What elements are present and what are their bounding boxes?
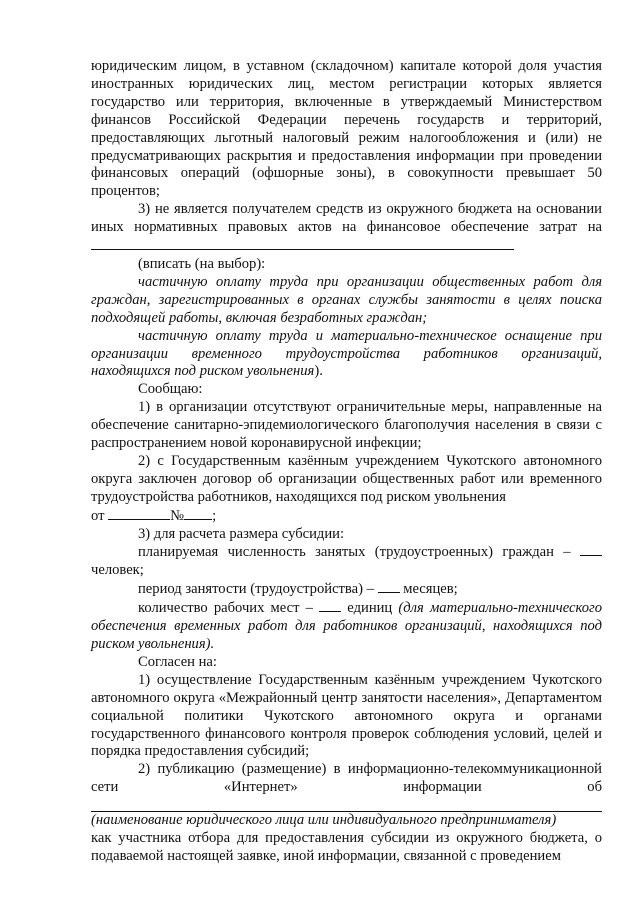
contract-date-blank[interactable] bbox=[108, 507, 170, 520]
agree-item-2: 2) публикацию (размещение) в информационно-телекоммуникационной сети «Интернет» информации об bbox=[91, 761, 602, 796]
planned-count-line bbox=[91, 543, 602, 562]
applicant-name-caption: (наименование юридического лица или индивидуального предпринимателя) bbox=[91, 812, 557, 829]
agree-item-1: 1) осуществление Государственным казённым учреждением Чукотского автономного округа «Межрайонный центр занятости населения», Департаментом социальной политики Чукотского автономного округа и органами государственного финансового контроля проверок соблюдения условий, целей и порядка предоставления субсидий; bbox=[91, 671, 602, 760]
inform-heading: Сообщаю: bbox=[138, 381, 203, 398]
workplaces-label: количество рабочих мест – bbox=[138, 600, 313, 617]
workplaces-note: (для материально-технического обеспечения временных работ для работников организаций, находящихся под риском увольнения). bbox=[91, 600, 603, 652]
months-unit: месяцев; bbox=[403, 581, 458, 598]
inform-item-1: 1) в организации отсутствуют ограничительные меры, направленные на обеспечение санитарно-эпидемиологического благополучия населения в связи с распространением новой коронавирусной инфекции; bbox=[91, 399, 602, 452]
agree-heading: Согласен на: bbox=[138, 653, 217, 670]
contract-end: ; bbox=[212, 507, 217, 524]
people-unit: человек; bbox=[91, 562, 144, 579]
inform-item-3: 3) для расчета размера субсидии: bbox=[138, 525, 345, 542]
option-2-paragraph bbox=[91, 328, 602, 382]
option-2-text: частичную оплату труда и материально-техническое оснащение при организации временного трудоустройства работников организаций, находящихся под риском увольнения bbox=[91, 327, 602, 380]
hint-paragraph bbox=[91, 256, 602, 274]
expense-blank-line[interactable] bbox=[91, 237, 514, 250]
units-label: единиц bbox=[347, 600, 393, 617]
option-1-paragraph: частичную оплату труда при организации общественных работ для граждан, зарегистрированных в органах службы занятости в целях поиска подходящей работы, включая безработных граждан; bbox=[91, 273, 602, 326]
document-page bbox=[91, 58, 602, 866]
planned-count-label: планируемая численность занятых (трудоустроенных) граждан – bbox=[138, 544, 571, 561]
number-sign: № bbox=[170, 507, 185, 524]
closing-paragraph: как участника отбора для предоставления субсидии из окружного бюджета, о подаваемой настоящей заявке, иной информации, связанной с проведением bbox=[91, 830, 602, 864]
planned-count-blank[interactable] bbox=[580, 543, 602, 556]
from-label: от bbox=[91, 507, 105, 524]
period-line bbox=[91, 580, 602, 599]
contract-date-line bbox=[91, 507, 602, 526]
item-3-text: 3) не является получателем средств из окружного бюджета на основании иных нормативных правовых актов на финансовое обеспечение затрат на bbox=[91, 201, 602, 236]
item-3-paragraph bbox=[91, 201, 602, 256]
contract-number-blank[interactable] bbox=[184, 507, 212, 520]
workplaces-blank[interactable] bbox=[319, 599, 341, 612]
offshore-paragraph: юридическим лицом, в уставном (складочном) капитале которой доля участия иностранных юридических лиц, местом регистрации которых является государство или территория, включенные в утверждаемый Министерством финансов Российской Федерации перечень государств и территорий, предоставляющих льготный налоговый режим налогообложения и (или) не предусматривающих раскрытия и предоставления информации при проведении финансовых операций (офшорные зоны), в совокупности превышает 50 процентов; bbox=[91, 58, 602, 200]
workplaces-paragraph bbox=[91, 599, 602, 654]
inform-item-2: 2) с Государственным казённым учреждением Чукотского автономного округа заключен договор об организации общественных работ или временного трудоустройства работников, находящихся под риском увольнения bbox=[91, 452, 602, 505]
option-close: ). bbox=[314, 363, 323, 380]
period-label: период занятости (трудоустройства) – bbox=[138, 581, 374, 598]
period-blank[interactable] bbox=[378, 580, 400, 593]
choose-hint: (вписать (на выбор): bbox=[138, 255, 266, 272]
